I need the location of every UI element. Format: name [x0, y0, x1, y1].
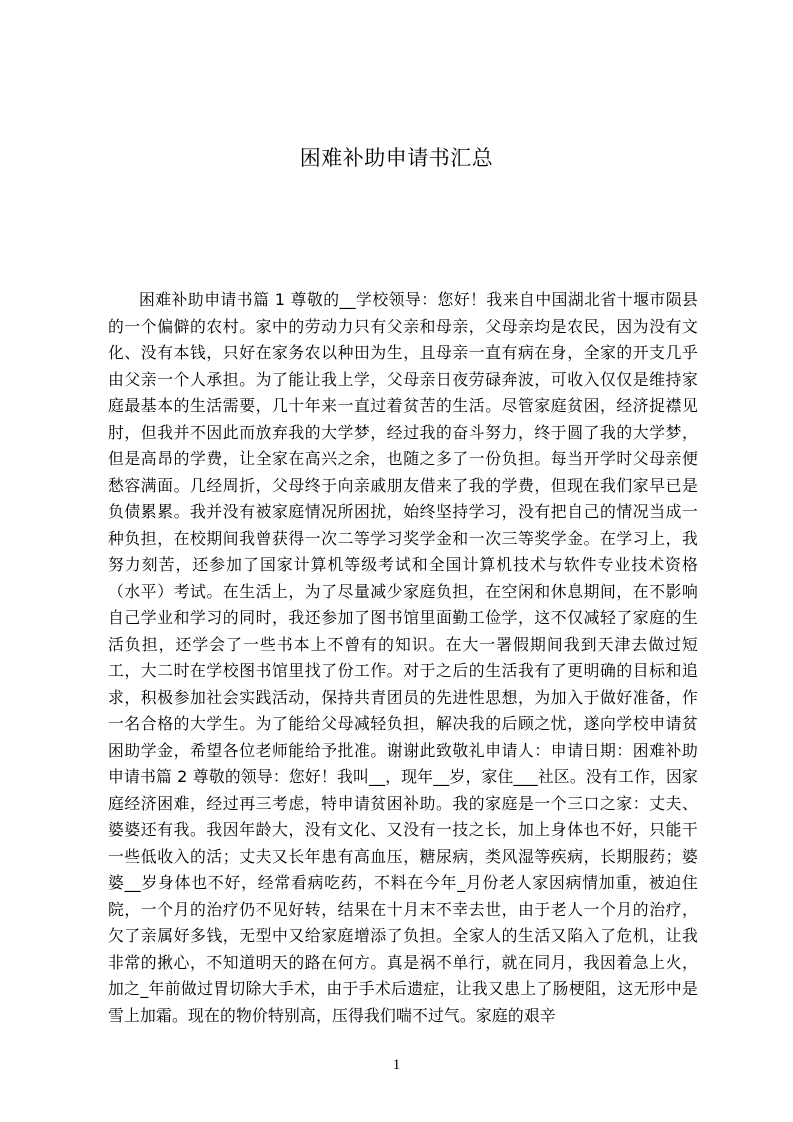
document-title: 困难补助申请书汇总 [299, 146, 494, 170]
page-number: 1 [392, 1057, 401, 1073]
document-body: 困难补助申请书篇 1 尊敬的__学校领导：您好！我来自中国湖北省十堰市陨县的一个偏僻的农村。家中的劳动力只有父亲和母亲，父母亲均是农民，因为没有文化、没有本钱，只好在家务农以种田为生，且母亲一直有病在身，全家的开支几乎由父亲一个人承担。为了能让我上学，父母亲日夜劳碌奔波，可收入仅仅是维持家庭最基本的生活需要，几十年来一直过着贫苦的生活。尽管家庭贫困，经济捉襟见肘，但我并不因此而放弃我的大学梦，经过我的奋斗努力，终于圆了我的大学梦，但是高昂的学费，让全家在高兴之余，也随之多了一份负担。每当开学时父母亲便愁容满面。几经周折，父母终于向亲戚朋友借来了我的学费，但现在我们家早已是负债累累。我并没有被家庭情况所困扰，始终坚持学习，没有把自己的情况当成一种负担，在校期间我曾获得一次二等学习奖学金和一次三等奖学金。在学习上，我努力刻苦，还参加了国家计算机等级考试和全国计算机技术与软件专业技术资格（水平）考试。在生活上，为了尽量减少家庭负担，在空闲和休息期间，在不影响自己学业和学习的同时，我还参加了图书馆里面勤工俭学，这不仅减轻了家庭的生活负担，还学会了一些书本上不曾有的知识。在大一署假期间我到天津去做过短工，大二时在学校图书馆里找了份工作。对于之后的生活我有了更明确的目标和追求，积极参加社会实践活动，保持共青团员的先进性思想，为加入于做好准备，作一名合格的大学生。为了能给父母减轻负担，解决我的后顾之忧，遂向学校申请贫困助学金，希望各位老师能给予批准。谢谢此致敬礼申请人：申请日期：困难补助申请书篇 2 尊敬的领导：您好！我叫__，现年__岁，家住___社区。没有工作，因家庭经济困难，经过再三考虑，特申请贫困补助。我的家庭是一个三口之家：丈夫、婆婆还有我。我因年龄大，没有文化、又没有一技之长，加上身体也不好，只能干一些低收入的活；丈夫又长年患有高血压，糖尿病，类风湿等疾病，长期服药；婆婆__岁身体也不好，经常看病吃药，不料在今年_月份老人家因病情加重，被迫住院，一个月的治疗仍不见好转，结果在十月末不幸去世，由于老人一个月的治疗，欠了亲属好多钱，无型中又给家庭增添了负担。全家人的生活又陷入了危机，让我非常的揪心，不知道明天的路在何方。真是祸不单行，就在同月，我因着急上火，加之_年前做过胃切除大手术，由于手术后遗症，让我又患上了肠梗阻，这无形中是雪上加霜。现在的物价特别高，压得我们喘不过气。家庭的艰辛 [108, 290, 698, 1025]
